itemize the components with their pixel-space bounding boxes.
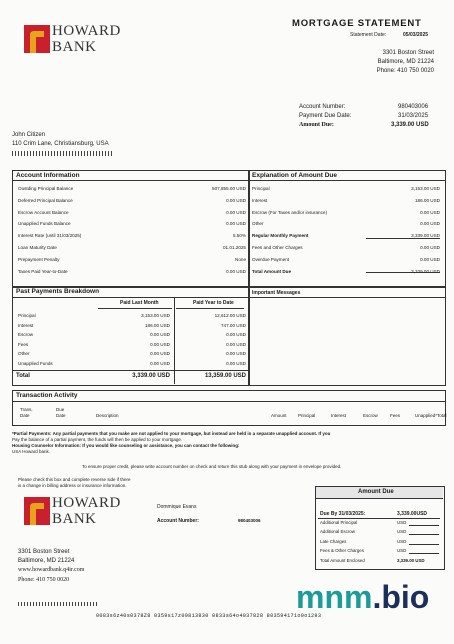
account-info-value: 0.00 USD: [226, 197, 246, 203]
past-payments-header-rule: [12, 297, 445, 298]
past-payments-col1: Paid Last Month: [120, 300, 159, 306]
coupon-address-line1: 3301 Boston Street: [18, 549, 70, 555]
account-info-label: Prepayment Penalty: [18, 256, 60, 262]
amount-due-label: Amount Due:: [299, 122, 334, 128]
coupon-account-number-label: Account Number:: [157, 518, 199, 524]
coupon-due-rule: [318, 518, 440, 519]
past-total-ytd: 13,359.00 USD: [204, 373, 246, 379]
bank-name-line2: BANK: [52, 39, 97, 55]
coupon-line-blank: [409, 534, 439, 535]
coupon-due-by-value: 3,339.00USD: [397, 511, 428, 517]
past-payment-ytd: 0.00 USD: [226, 341, 246, 347]
statement-date-value: 05/03/2025: [403, 32, 429, 38]
statement-date-label: Statement Date:: [350, 32, 387, 38]
watermark-text: [296, 581, 429, 613]
account-info-value: None: [235, 256, 246, 262]
coupon-check-note1: Please check this box and complete reverse side if there: [18, 477, 131, 482]
txn-col-total: Total: [437, 413, 447, 418]
coupon-line-value: USD: [397, 548, 407, 554]
account-number-label: Account Number:: [299, 104, 346, 110]
coupon-address-line2: Baltimore, MD 21224: [18, 558, 75, 564]
txn-col-fees: Fees: [390, 413, 401, 418]
coupon-line-value: 3,339.00 USD: [397, 557, 425, 563]
customer-address: 110 Crim Lane, Christiansburg, USA: [12, 141, 109, 147]
coupon-customer-name: Dommique Evans: [157, 504, 197, 510]
past-payment-ytd: 0.00 USD: [226, 361, 246, 366]
past-payment-last-month: 0.00 USD: [150, 361, 170, 366]
due-date: 31/03/2025: [398, 113, 429, 119]
explanation-label: Total Amount Due: [252, 268, 292, 274]
account-info-value: 0.00 USD: [226, 221, 246, 227]
coupon-due-by-label: Due By 31/03/2025:: [320, 511, 366, 517]
past-payment-label: Interest: [18, 322, 34, 328]
account-info-label: Oustding Principal Balance: [18, 186, 74, 191]
explanation-value: 3,339.00 USD: [411, 233, 440, 239]
past-total-rule: [12, 370, 248, 371]
watermark: [296, 579, 429, 615]
account-info-title: Account Information: [16, 172, 80, 179]
explanation-title: Explanation of Amount Due: [252, 172, 337, 179]
coupon-postal-barcode: [18, 602, 98, 606]
past-payment-last-month: 0.00 USD: [150, 351, 170, 357]
account-info-label: Interest Rate (until 31/03/2025): [18, 233, 82, 239]
txn-col-amount: Amount: [271, 413, 287, 418]
past-total-last: 3,339.00 USD: [132, 373, 170, 379]
past-payment-ytd: 0.00 USD: [226, 332, 246, 338]
watermark-part-2: .bio: [372, 579, 430, 615]
watermark-part-1: mnm: [296, 579, 373, 615]
bank-name-line1: HOWARD: [52, 23, 121, 39]
explanation-label: Regular Monthly Payment: [252, 233, 309, 239]
coupon-bank-name-line1: HOWARD: [52, 495, 121, 511]
important-messages-title: Important Messages: [252, 290, 301, 296]
explanation-value: 0.00 USD: [420, 221, 440, 227]
bank-phone: Phone: 410 750 0020: [376, 68, 434, 74]
past-payments-title: Past Payments Breakdown: [16, 288, 100, 295]
past-col-divider: [174, 298, 175, 384]
past-payment-ytd: 747.00 USD: [220, 322, 246, 328]
txn-col-description: Description: [96, 413, 119, 418]
explanation-label: Fees and Other Charges: [252, 245, 303, 250]
explanation-label: Interest: [252, 197, 268, 203]
explanation-label: Other: [252, 221, 264, 227]
remit-instruction: To ensure proper credit, please write account number on check and return this stub along with your payment in envelope provided.: [82, 464, 342, 469]
coupon-amount-due-title: Amount Due: [358, 489, 394, 495]
past-payment-label: Unapplied Funds: [18, 361, 53, 366]
coupon-line-label: Fees & Other Charges: [320, 548, 364, 554]
coupon-line-label: Late Charges: [320, 538, 347, 544]
coupon-line-value: USD: [397, 529, 407, 535]
past-col2-rule: [176, 308, 244, 309]
past-payment-last-month: 186.00 USD: [144, 322, 170, 328]
coupon-check-note2: is a change in billing address or insurance information.: [18, 483, 127, 488]
txn-col-principal: Principal: [298, 413, 316, 418]
transaction-title: Transaction Activity: [16, 392, 78, 399]
note-contact: USA Howard bank.: [12, 449, 51, 454]
past-payment-last-month: 3,153.00 USD: [141, 313, 170, 318]
coupon-line-blank: [409, 544, 439, 545]
coupon-phone: Phone: 410 750 0020: [18, 577, 70, 583]
txn-col-interest: Interest: [331, 413, 347, 418]
coupon-account-number: 980403006: [238, 518, 261, 523]
account-info-value: 5.50%: [232, 233, 246, 239]
explanation-value: 186.00 USD: [414, 197, 440, 203]
transaction-header-rule: [12, 401, 445, 402]
coupon-line-value: USD: [397, 520, 407, 525]
past-payment-ytd: 0.00 USD: [226, 351, 246, 357]
customer-name: John Citizen: [12, 132, 46, 138]
note-counselor: Housing Counselor Information: If you would like counseling or assistance, you can contact the following:: [12, 443, 240, 448]
txn-col-unapplied: Unapplied*: [415, 413, 438, 418]
past-payment-last-month: 0.00 USD: [150, 332, 170, 338]
note-balance: Pay the balance of a partial payment, the funds will then be applied to your mortgage.: [12, 437, 183, 442]
postal-barcode: [12, 151, 112, 156]
past-payment-label: Principal: [18, 313, 36, 318]
coupon-line-label: Total Amount Enclosed: [320, 557, 365, 563]
explanation-value: 3,153.00 USD: [411, 186, 440, 191]
total-due-rule: [366, 272, 440, 273]
coupon-line-label: Additional Escrow: [320, 529, 355, 535]
account-info-label: Escrow Account Balance: [18, 209, 69, 215]
txn-col-escrow: Escrow: [363, 413, 378, 418]
statement-title: MORTGAGE STATEMENT: [292, 18, 422, 29]
past-total-label: Total: [16, 373, 30, 379]
coupon-bank-name-line2: BANK: [52, 511, 97, 527]
account-info-value: 01.01.2025: [223, 245, 246, 250]
explanation-label: Overdue Payment: [252, 256, 290, 262]
txn-col-due-date: Due Date: [56, 407, 66, 418]
txn-col-trans-date: Trans. Date: [20, 407, 33, 418]
account-info-value: 507,855.00 USD: [212, 186, 246, 191]
bank-address-line1: 3301 Boston Street: [382, 50, 434, 56]
howard-bank-logo: [24, 22, 134, 56]
account-info-label: Loan Maturity Date: [18, 245, 57, 250]
explanation-value: 0.00 USD: [420, 245, 440, 250]
regular-payment-rule: [366, 238, 440, 239]
account-info-label: Taxes Paid Year-to-Date: [18, 268, 68, 274]
past-col1-rule: [98, 308, 172, 309]
account-info-value: 0.00 USD: [226, 209, 246, 215]
micr-line: 0083s6z40s0378Z8 0359s17z09813830 0833s64o4037828 803594171o9o1293: [96, 613, 322, 619]
bank-address-line2: Baltimore, MD 21224: [377, 59, 434, 65]
coupon-website: www.howardbank.q4ir.com: [18, 567, 85, 573]
past-payments-col2: Paid Year to Date: [193, 300, 234, 306]
coupon-line-label: Additional Principal: [320, 520, 358, 525]
past-payment-label: Escrow: [18, 332, 34, 338]
coupon-line-blank: [409, 553, 439, 554]
coupon-line-value: USD: [397, 538, 407, 544]
account-info-value: 0.00 USD: [226, 268, 246, 274]
coupon-line-blank: [409, 525, 439, 526]
past-payment-label: Fees: [18, 341, 29, 347]
explanation-label: Escrow (For Taxes and/or insurance): [252, 209, 327, 215]
account-info-label: Unapplied Funds Balance: [18, 221, 71, 227]
due-date-label: Payment Due Date:: [299, 113, 352, 119]
logo-mark-icon: [24, 25, 50, 53]
past-payment-last-month: 0.00 USD: [150, 341, 170, 347]
past-payment-label: Other: [18, 351, 30, 357]
important-messages-box: [248, 286, 446, 386]
amount-due: 3,339.00 USD: [391, 122, 429, 128]
account-number: 980403006: [398, 104, 429, 110]
coupon-logo-mark-icon: [24, 497, 50, 525]
explanation-value: 0.00 USD: [420, 256, 440, 262]
account-info-label: Deferred Principal Balance: [18, 197, 73, 203]
explanation-value: 0.00 USD: [420, 209, 440, 215]
explanation-label: Principal: [252, 186, 270, 191]
note-partial-payments: *Partial Payments: Any partial payments that you make are not applied to your mortgage, but instead are held in a separate unapplied account. If you: [12, 431, 331, 436]
past-payment-ytd: 12,612.00 USD: [214, 313, 246, 318]
account-info-header-rule: [12, 180, 445, 181]
coupon-logo: [24, 494, 134, 528]
